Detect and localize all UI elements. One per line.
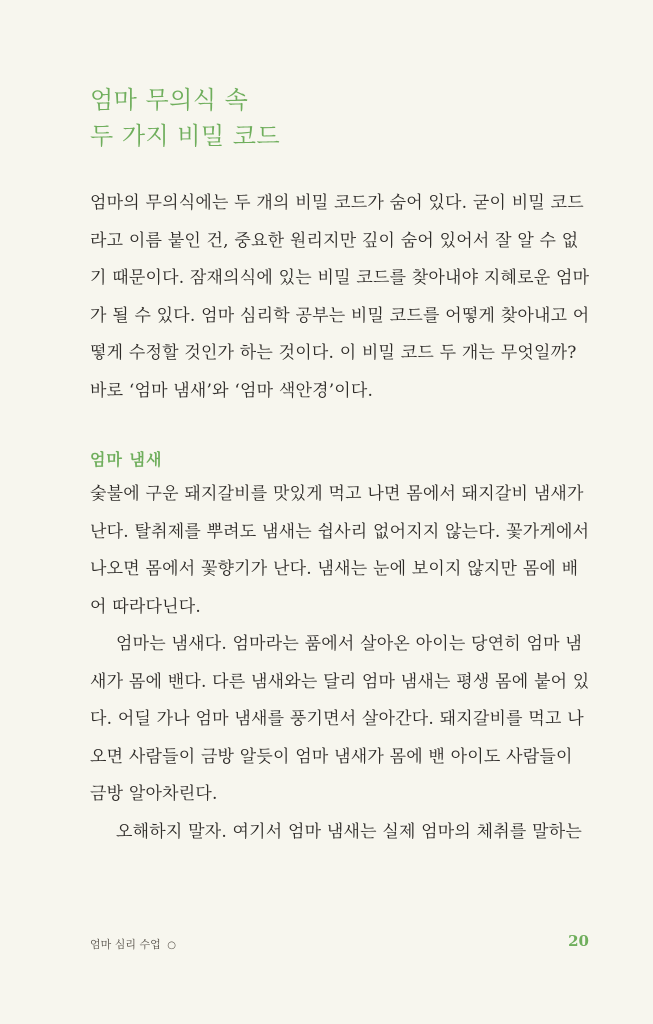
intro-line-3: 기 때문이다. 잠재의식에 있는 비밀 코드를 찾아내야 지혜로운 엄마	[90, 268, 590, 288]
footer-book-title: 엄마 심리 수업	[90, 938, 161, 951]
chapter-title-line-1: 엄마 무의식 속	[90, 86, 249, 114]
section-paragraph-3	[90, 814, 590, 852]
section-body	[90, 476, 590, 851]
running-footer	[90, 936, 176, 952]
intro-paragraph	[90, 185, 590, 410]
section-paragraph-2	[90, 626, 590, 814]
intro-line-1: 엄마의 무의식에는 두 개의 비밀 코드가 숨어 있다. 굳이 비밀 코드	[90, 193, 584, 213]
paragraph-2-line-4: 오면 사람들이 금방 알듯이 엄마 냄새가 몸에 밴 아이도 사람들이	[90, 746, 573, 767]
paragraph-1-line-4: 어 따라다닌다.	[90, 596, 201, 617]
paragraph-1-line-1: 숯불에 구운 돼지갈비를 맛있게 먹고 나면 몸에서 돼지갈비 냄새가	[90, 484, 584, 504]
paragraph-2-line-1: 엄마는 냄새다. 엄마라는 품에서 살아온 아이는 당연히 엄마 냄	[116, 634, 582, 654]
paragraph-1-line-2: 난다. 탈취제를 뿌려도 냄새는 쉽사리 없어지지 않는다. 꽃가게에서	[90, 521, 590, 542]
paragraph-2-line-2: 새가 몸에 밴다. 다른 냄새와는 달리 엄마 냄새는 평생 몸에 붙어 있	[90, 671, 590, 692]
intro-line-4: 가 될 수 있다. 엄마 심리학 공부는 비밀 코드를 어떻게 찾아내고 어	[90, 305, 590, 326]
paragraph-2-line-5: 금방 알아차린다.	[90, 784, 218, 804]
chapter-title	[90, 82, 280, 154]
intro-line-6: 바로 ‘엄마 냄새’와 ‘엄마 색안경’이다.	[90, 380, 374, 401]
chapter-title-line-2: 두 가지 비밀 코드	[90, 122, 281, 150]
section-paragraph-1	[90, 476, 590, 626]
paragraph-1-line-3: 나오면 몸에서 꽃향기가 난다. 냄새는 눈에 보이지 않지만 몸에 배	[90, 559, 579, 579]
intro-line-5: 떻게 수정할 것인가 하는 것이다. 이 비밀 코드 두 개는 무엇일까?	[90, 343, 577, 363]
page-number: 20	[568, 932, 589, 950]
paragraph-2-line-3: 다. 어딜 가나 엄마 냄새를 풍기면서 살아간다. 돼지갈비를 먹고 나	[90, 709, 584, 729]
intro-line-2: 라고 이름 붙인 건, 중요한 원리지만 깊이 숨어 있어서 잘 알 수 없	[90, 230, 579, 251]
circle-icon: ○	[167, 940, 176, 951]
section-heading: 엄마 냄새	[90, 450, 163, 469]
paragraph-3-line-1: 오해하지 말자. 여기서 엄마 냄새는 실제 엄마의 체취를 말하는	[116, 821, 582, 842]
